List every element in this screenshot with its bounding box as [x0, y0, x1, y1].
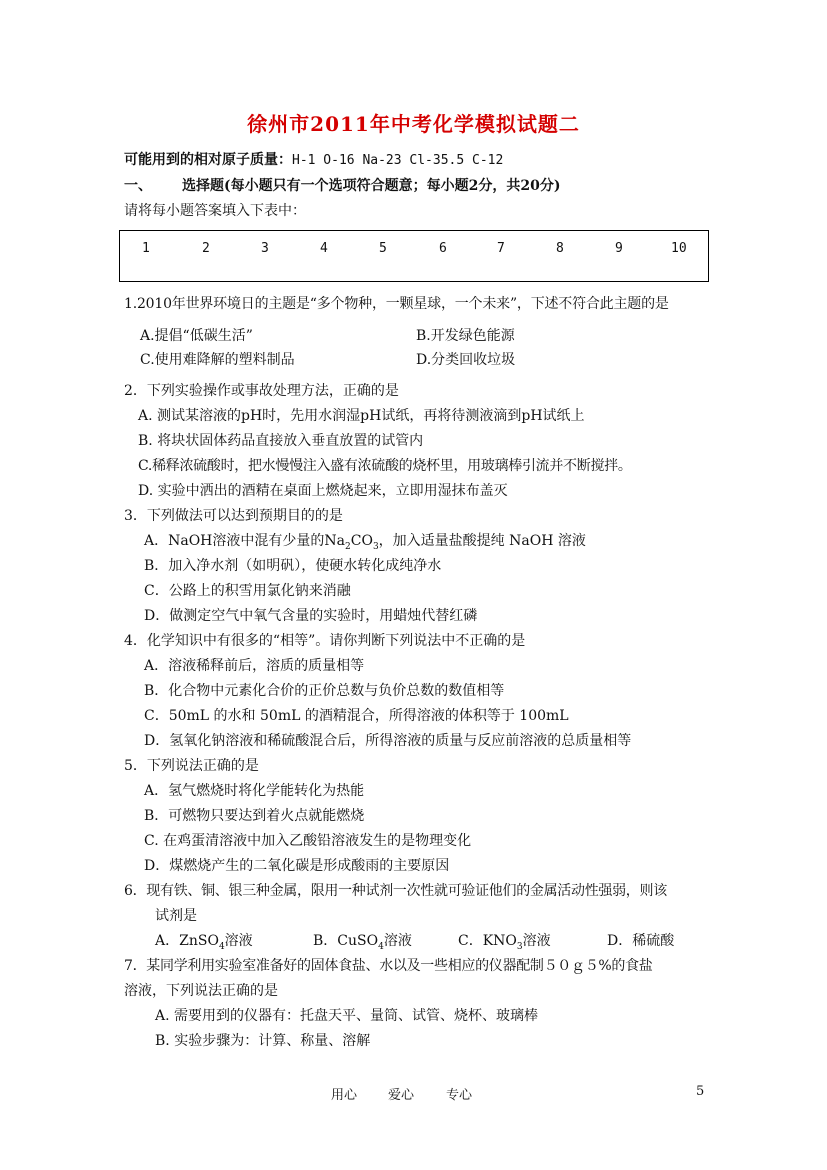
q3-stem: 3．下列做法可以达到预期目的的是: [124, 508, 343, 524]
q6-b-text-2: 溶液: [383, 933, 412, 949]
q5-option-a: A．氢气燃烧时将化学能转化为热能: [144, 783, 365, 799]
q2-option-b: B. 将块状固体药品直接放入垂直放置的试管内: [138, 433, 424, 449]
q2-option-a: A. 测试某溶液的pH时，先用水润湿pH试纸，再将待测液滴到pH试纸上: [138, 408, 585, 424]
atomic-mass-label: 可能用到的相对原子质量：: [124, 152, 292, 168]
section1-title: 选择题(每小题只有一个选项符合题意；每小题2分，共20分): [182, 178, 561, 194]
q6-c-text-2: 溶液: [522, 933, 551, 949]
q6-stem: 6．现有铁、铜、银三种金属，限用一种试剂一次性就可验证他们的金属活动性强弱，则该: [124, 883, 667, 899]
answer-cell: 4: [320, 241, 328, 256]
q3-option-c: C．公路上的积雪用氯化钠来消融: [144, 583, 351, 599]
q3-a-sub-2: 3: [372, 541, 379, 552]
q2-option-c: C.稀释浓硫酸时，把水慢慢注入盛有浓硫酸的烧杯里，用玻璃棒引流并不断搅拌。: [138, 458, 632, 474]
q1-option-b: B.开发绿色能源: [416, 328, 515, 344]
q1-stem: 1.2010年世界环境日的主题是“多个物种，一颗星球，一个未来”，下述不符合此主题的是: [124, 296, 669, 312]
q1-option-c: C.使用难降解的塑料制品: [140, 352, 295, 368]
footer-word-2: 爱心: [388, 1088, 415, 1103]
footer-word-3: 专心: [446, 1088, 473, 1103]
answer-cell: 2: [202, 241, 210, 256]
q3-a-text-2: CO: [350, 533, 373, 549]
q6-c-text-1: C．KNO: [458, 933, 517, 949]
answer-cell: 10: [671, 241, 687, 256]
q5-option-b: B．可燃物只要达到着火点就能燃烧: [144, 808, 365, 824]
q7-stem: 7．某同学利用实验室准备好的固体食盐、水以及一些相应的仪器配制５０ｇ５%的食盐: [124, 958, 653, 974]
atomic-mass-values: H-1 O-16 Na-23 Cl-35.5 C-12: [292, 153, 504, 168]
q2-option-d: D. 实验中洒出的酒精在桌面上燃烧起来，立即用湿抹布盖灭: [138, 483, 508, 499]
q4-option-a: A．溶液稀释前后，溶质的质量相等: [144, 658, 365, 674]
q1-option-a: A.提倡“低碳生活”: [140, 328, 253, 344]
q7-stem-continued: 溶液，下列说法正确的是: [124, 983, 278, 999]
q3-option-a: [144, 531, 586, 557]
atomic-mass-line: [124, 150, 503, 171]
q4-option-c: C．50mL 的水和 50mL 的酒精混合，所得溶液的体积等于 100mL: [144, 708, 569, 724]
q6-b-text-1: B．CuSO: [313, 933, 379, 949]
answer-cell: 8: [556, 241, 564, 256]
q6-c-sub: 3: [516, 941, 523, 952]
q3-a-sub-1: 2: [345, 541, 351, 552]
answer-cell: 7: [497, 241, 505, 256]
q6-a-sub: 4: [218, 941, 225, 952]
page-number: 5: [696, 1084, 705, 1099]
section1-number: 一、: [124, 178, 152, 194]
q6-b-sub: 4: [378, 941, 384, 952]
answer-cell: 3: [261, 241, 269, 256]
q4-option-d: D．氢氧化钠溶液和稀硫酸混合后，所得溶液的质量与反应前溶液的总质量相等: [144, 733, 632, 749]
q1-option-d: D.分类回收垃圾: [416, 352, 516, 368]
q6-a-text-1: A．ZnSO: [155, 933, 219, 949]
q7-option-a: A. 需要用到的仪器有：托盘天平、量筒、试管、烧杯、玻璃棒: [155, 1008, 539, 1024]
q2-stem: 2．下列实验操作或事故处理方法，正确的是: [124, 383, 399, 399]
q7-option-b: B. 实验步骤为：计算、称量、溶解: [155, 1033, 371, 1049]
q6-option-b: [313, 931, 412, 957]
answer-cell: 9: [615, 241, 623, 256]
q4-stem: 4．化学知识中有很多的“相等”。请你判断下列说法中不正确的是: [124, 633, 526, 649]
answer-cell: 5: [379, 241, 387, 256]
answer-cell: 1: [142, 241, 150, 256]
q6-stem-continued: 试剂是: [155, 908, 197, 924]
q6-option-c: [458, 931, 551, 957]
answer-cell: 6: [439, 241, 447, 256]
answer-table: [119, 230, 709, 282]
q6-option-a: [155, 931, 253, 957]
page-title: 徐州市2011年中考化学模拟试题二: [247, 112, 580, 136]
q3-a-text-3: ，加入适量盐酸提纯 NaOH 溶液: [378, 533, 586, 549]
q4-option-b: B．化合物中元素化合价的正价总数与负价总数的数值相等: [144, 683, 505, 699]
q3-option-b: B．加入净水剂（如明矾），使硬水转化成纯净水: [144, 558, 442, 574]
q6-a-text-2: 溶液: [224, 933, 253, 949]
q6-option-d: D．稀硫酸: [607, 933, 675, 949]
q3-a-text-1: A．NaOH溶液中混有少量的Na: [144, 533, 345, 549]
q5-stem: 5．下列说法正确的是: [124, 758, 259, 774]
q5-option-d: D．煤燃烧产生的二氧化碳是形成酸雨的主要原因: [144, 858, 450, 874]
fill-instruction: 请将每小题答案填入下表中：: [124, 203, 306, 219]
footer-word-1: 用心: [331, 1088, 358, 1103]
q3-option-d: D．做测定空气中氧气含量的实验时，用蜡烛代替红磷: [144, 608, 478, 624]
q5-option-c: C. 在鸡蛋清溶液中加入乙酸铅溶液发生的是物理变化: [144, 833, 472, 849]
